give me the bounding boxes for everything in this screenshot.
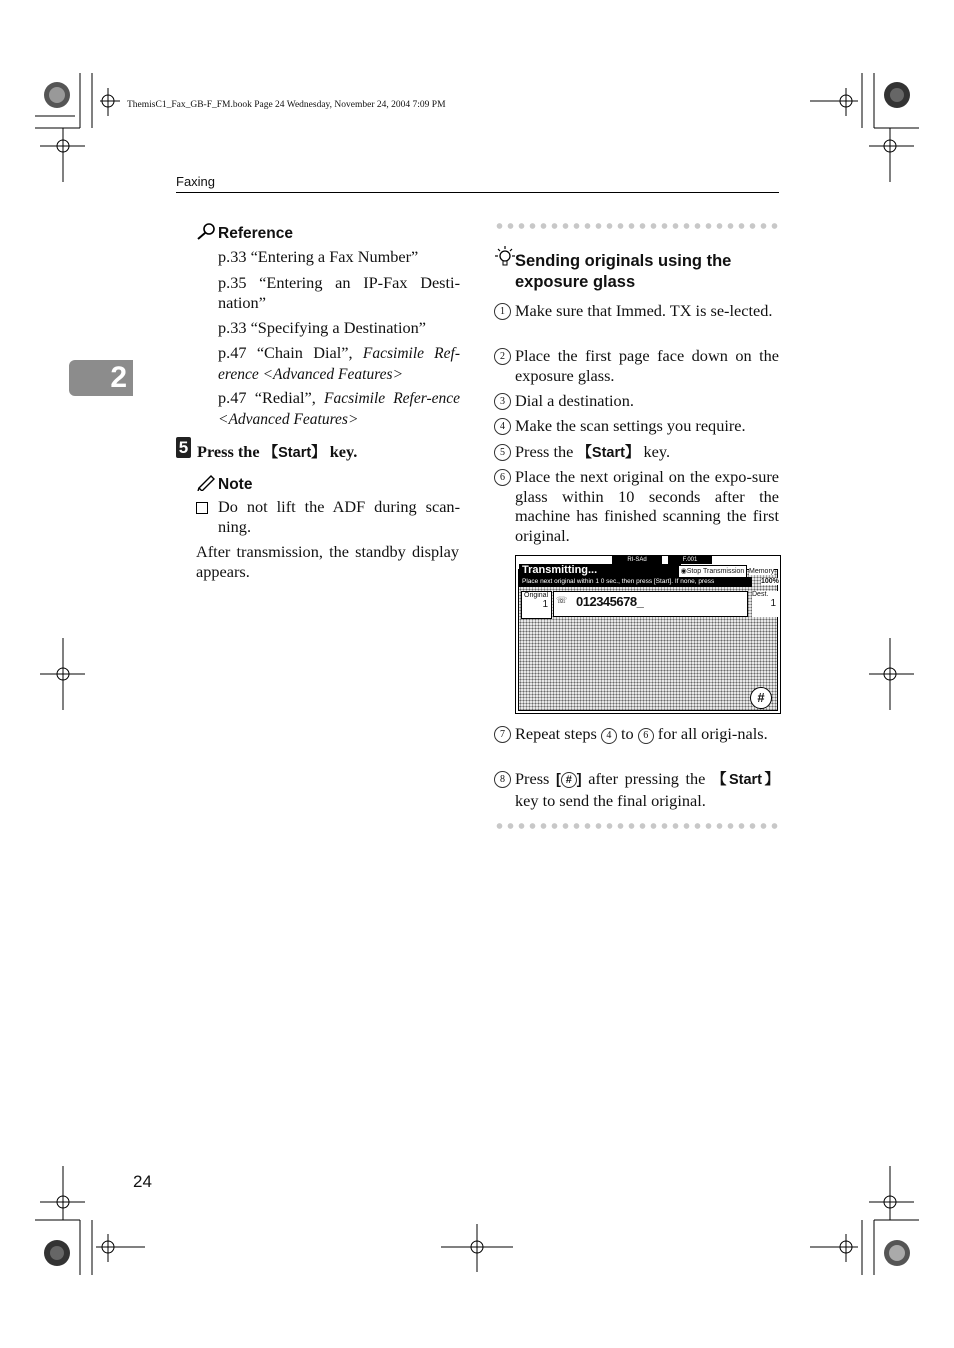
note-after-text: After transmission, the standby display appears. [196, 542, 459, 581]
reference-item[interactable]: p.47 “Chain Dial”, Facsimile Ref-erence <Advanced Features> [218, 343, 460, 383]
original-count-box: Original 1 [521, 591, 552, 619]
fax-display-screen [515, 555, 781, 714]
reference-item[interactable]: p.47 “Redial”, Facsimile Refer-ence <Advanced Features> [218, 388, 460, 428]
note-title: Note [218, 476, 253, 493]
screen-status-title: Transmitting... [519, 564, 681, 577]
fax-number-field[interactable]: ☏ 012345678_ [553, 591, 748, 617]
start-key-label: 【Start】 [263, 445, 326, 461]
print-slug: ThemisC1_Fax_GB-F_FM.book Page 24 Wednesday, November 24, 2004 7:09 PM [127, 100, 446, 110]
running-header: Faxing [176, 174, 216, 189]
memory-label: Memory [749, 568, 775, 575]
hash-key-button[interactable]: # [750, 687, 772, 709]
tip-title: Sending originals using the exposure glass [515, 252, 732, 291]
step-number-badge: 5 [176, 437, 191, 458]
reference-item[interactable]: p.33 “Entering a Fax Number” [218, 247, 419, 266]
tip-top-border [494, 223, 779, 229]
chapter-number: 2 [110, 361, 127, 394]
screen-tab-right: F.001 [668, 556, 712, 564]
checkbox-icon [196, 500, 210, 514]
lightbulb-icon [495, 246, 515, 268]
note-bullet: Do not lift the ADF during scan-ning. [218, 497, 460, 536]
screen-tab-left: RI-SAd [612, 556, 662, 564]
page-number: 24 [133, 1172, 152, 1191]
stop-transmission-button[interactable]: ◉Stop Transmission [678, 565, 747, 578]
hash-key-icon: # [561, 772, 577, 788]
reference-title: Reference [218, 225, 293, 242]
destination-count-box: Dest. 1 [752, 591, 779, 617]
header-rule [176, 192, 779, 193]
pencil-icon [196, 473, 216, 491]
tip-bottom-border [494, 823, 779, 829]
magnifier-icon [196, 222, 216, 240]
phone-icon: ☏ [556, 595, 568, 605]
reference-item[interactable]: p.33 “Specifying a Destination” [218, 318, 426, 337]
stop-icon: ◉ [680, 568, 687, 575]
reference-item[interactable]: p.35 “Entering an IP-Fax Desti-nation” [218, 273, 460, 312]
screen-instruction: Place next original within 1 0 sec., then press [Start]. If none, press [519, 577, 752, 587]
memory-value: 100% [761, 578, 779, 585]
step-5-text: Press the 【Start】 key. [197, 442, 358, 461]
chapter-tab [69, 360, 133, 396]
